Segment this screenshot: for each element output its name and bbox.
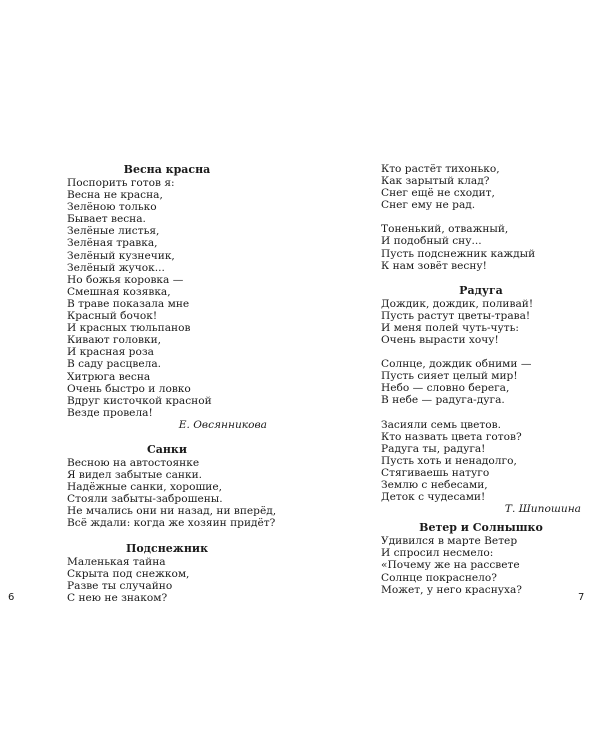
poem-body [67,556,267,604]
poem-line: Кто растёт тихонько, [381,163,500,175]
poem-line: Пусть подснежник каждый [381,247,536,260]
poem-line: Но божья коровка — [67,273,184,286]
poem-continuation [381,163,581,211]
poem-line: Не мчались они ни назад, ни вперёд, [67,505,277,518]
poem-line: Пусть растут цветы-трава! [381,309,531,322]
poem-line: Радуга ты, радуга! [381,442,486,455]
poem-line: Кивают головки, [67,334,162,347]
poem-line: Весною на автостоянке [67,456,200,469]
poem-line: Зелёный жучок... [67,261,165,274]
poem-line: Солнце покраснело? [381,571,497,584]
poem-line: Надёжные санки, хорошие, [67,481,223,494]
poem-title: Санки [146,442,188,456]
poem-line: Снег ему не рад. [381,199,476,212]
poem-body [381,535,581,595]
poem-line: Землю с небесами, [381,478,488,491]
right-page-column [381,163,581,596]
poem-line: Скрыта под снежком, [67,567,190,580]
poem-body [381,298,581,346]
poem-line: Тоненький, отважный, [381,223,509,236]
poem-body [381,419,581,504]
poem-line: Очень вырасти хочу! [381,334,499,347]
poem-line: С нею не знаком? [67,591,168,604]
poem-line: Зелёный кузнечик, [67,249,175,262]
poem-line: Дождик, дождик, поливай! [381,297,534,310]
left-page-column [67,163,277,604]
poem-line: Бывает весна. [67,213,146,226]
poem-continuation [381,223,581,271]
poem-line: Может, у него краснуха? [381,583,522,596]
poem-body [381,358,581,406]
poem-author: Е. Овсянникова [178,418,267,431]
poem-line: В саду расцвела. [67,358,162,371]
poem-line: Красный бочок! [67,310,158,323]
poem-line: Пусть сияет целый мир! [381,370,518,383]
poem-line: Кто назвать цвета готов? [381,430,522,443]
poem-line: Хитрюга весна [67,370,151,383]
poem-line: Деток с чудесами! [381,491,486,504]
poem-line: И спросил несмело: [381,547,494,560]
page-number: 7 [578,592,585,603]
poem-line: К нам зовёт весну! [381,259,487,272]
poem-line: Стягиваешь натуго [381,466,490,479]
poem-line: Поспорить готов я: [67,177,175,189]
poem-title: Ветер и Солнышко [419,521,543,535]
poem-line: «Почему же на рассвете [381,559,520,572]
poem-line: Везде провела! [67,406,153,419]
poem-title: Радуга [459,283,503,297]
poem-body [67,177,267,419]
poem-line: Зелёная травка, [67,237,158,250]
poem-line: Пусть хоть и ненадолго, [381,454,517,467]
poem-line: Засияли семь цветов. [381,418,501,431]
poem-line: Я видел забытые санки. [67,469,203,482]
poem-line: Зелёною только [67,201,157,214]
poem-line: Солнце, дождик обними — [381,358,532,371]
poem-line: Зелёные листья, [67,225,160,238]
poem-title: Подснежник [125,541,209,555]
poem-line: В небе — радуга-дуга. [381,394,505,407]
poem-line: Снег ещё не сходит, [381,187,495,200]
poem-author: Т. Шипошина [504,503,581,516]
poem-line: Разве ты случайно [67,579,173,592]
poem-line: И меня полей чуть-чуть: [381,321,519,334]
poem-line: Смешная козявка, [67,285,171,298]
poem-line: Очень быстро и ловко [67,382,191,395]
poem-line: Всё ждали: когда же хозяин придёт? [67,517,276,530]
poem-line: В траве показала мне [67,297,190,310]
poem-line: Удивился в марте Ветер [381,535,518,548]
poem-line: И красная роза [67,346,154,359]
poem-line: Стояли забыты-заброшены. [67,493,223,506]
poem-body [67,456,277,530]
poem-line: Вдруг кисточкой красной [67,394,212,407]
poem-line: Как зарытый клад? [381,175,490,188]
poem-line: И подобный сну... [381,235,482,248]
poem-line: И красных тюльпанов [67,322,191,335]
page-number: 6 [8,592,15,603]
poem-title: Весна красна [123,163,211,176]
poem-line: Маленькая тайна [67,555,166,568]
poem-line: Небо — словно берега, [381,382,510,395]
poem-line: Весна не красна, [67,189,163,202]
